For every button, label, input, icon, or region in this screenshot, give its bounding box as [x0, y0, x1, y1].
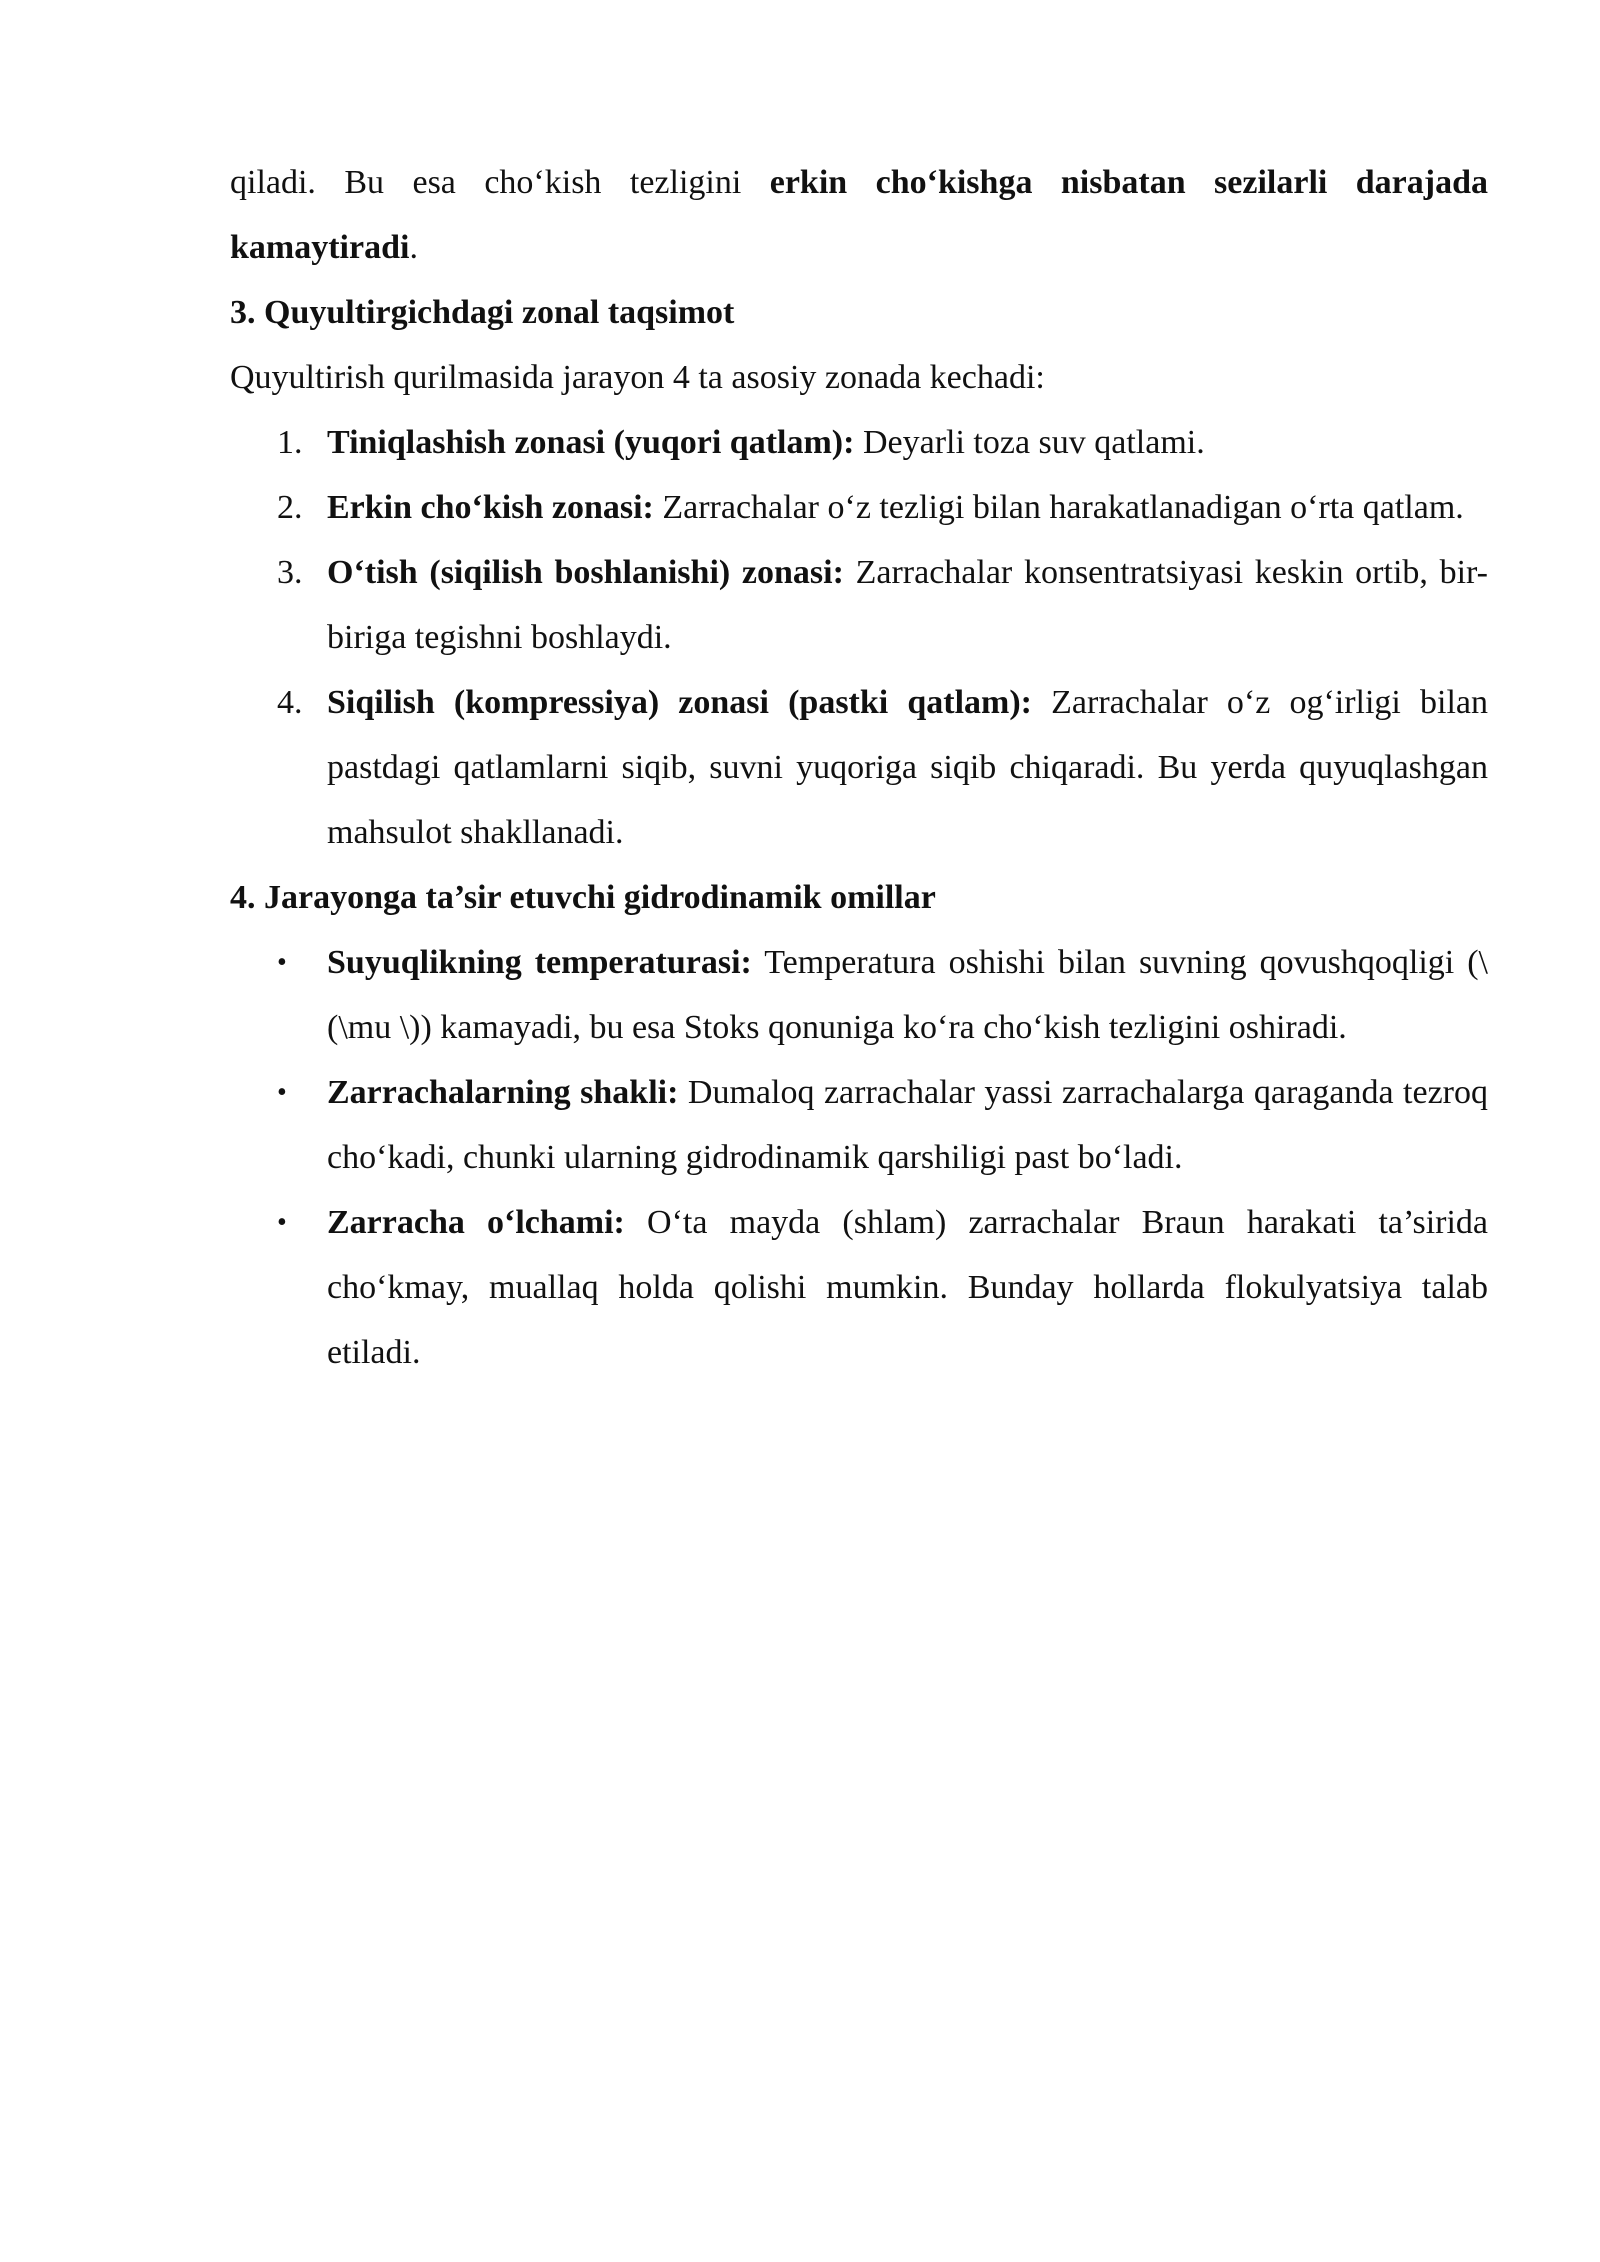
intro-bold-text: erkin cho‘kishga nisbatan sezilarli darajada kamaytiradi	[230, 164, 1489, 266]
factor-title: Zarracha o‘lchami:	[327, 1204, 625, 1241]
zone-description: Zarrachalar o‘z og‘irligi bilan pastdagi qatlamlarni siqib, suvni yuqoriga siqib chiqaradi. Bu yerda quyuqlashgan mahsulot shakllanadi.	[327, 684, 1488, 851]
factor-description: Dumaloq zarrachalar yassi zarrachalarga qaraganda tezroq cho‘kadi, chunki ularning gidrodinamik qarshiligi past bo‘ladi.	[327, 1074, 1488, 1176]
bullet-icon: •	[277, 1207, 287, 1238]
list-item	[230, 930, 1488, 1060]
bullet-icon: •	[277, 1077, 287, 1108]
zone-description: Zarrachalar o‘z tezligi bilan harakatlanadigan o‘rta qatlam.	[653, 489, 1464, 526]
list-item	[230, 1190, 1488, 1385]
section-3-heading: 3. Quyultirgichdagi zonal taqsimot	[230, 294, 735, 331]
document-page	[230, 150, 1488, 1385]
zone-title: O‘tish (siqilish boshlanishi) zonasi:	[327, 554, 844, 591]
list-item	[230, 410, 1488, 475]
zone-description: Deyarli toza suv qatlami.	[854, 424, 1205, 461]
factor-description: Temperatura oshishi bilan suvning qovushqoqligi (\(\mu \)) kamayadi, bu esa Stoks qonuniga ko‘ra cho‘kish tezligini oshiradi.	[327, 944, 1488, 1046]
factor-description: O‘ta mayda (shlam) zarrachalar Braun harakati ta’sirida cho‘kmay, muallaq holda qolishi mumkin. Bunday hollarda flokulyatsiya talab etiladi.	[327, 1204, 1488, 1371]
bullet-icon: •	[277, 947, 287, 978]
list-number: 3.	[277, 554, 303, 591]
section-3-intro: Quyultirish qurilmasida jarayon 4 ta asosiy zonada kechadi:	[230, 359, 1045, 396]
zone-title: Tiniqlashish zonasi (yuqori qatlam):	[327, 424, 855, 461]
factors-list	[230, 930, 1488, 1385]
list-item	[230, 540, 1488, 670]
intro-text: qiladi. Bu esa cho‘kish tezligini	[230, 164, 770, 201]
intro-end: .	[409, 229, 418, 266]
section-4-heading: 4. Jarayonga ta’sir etuvchi gidrodinamik omillar	[230, 879, 936, 916]
intro-paragraph	[230, 150, 1488, 280]
list-item	[230, 670, 1488, 865]
zone-title: Siqilish (kompressiya) zonasi (pastki qatlam):	[327, 684, 1032, 721]
list-number: 2.	[277, 489, 303, 526]
zone-title: Erkin cho‘kish zonasi:	[327, 489, 654, 526]
list-item	[230, 1060, 1488, 1190]
factor-title: Suyuqlikning temperaturasi:	[327, 944, 752, 981]
list-item	[230, 475, 1488, 540]
factor-title: Zarrachalarning shakli:	[327, 1074, 679, 1111]
zone-description: Zarrachalar konsentratsiyasi keskin ortib, bir-biriga tegishni boshlaydi.	[327, 554, 1489, 656]
list-number: 1.	[277, 424, 303, 461]
list-number: 4.	[277, 684, 303, 721]
zones-list	[230, 410, 1488, 865]
